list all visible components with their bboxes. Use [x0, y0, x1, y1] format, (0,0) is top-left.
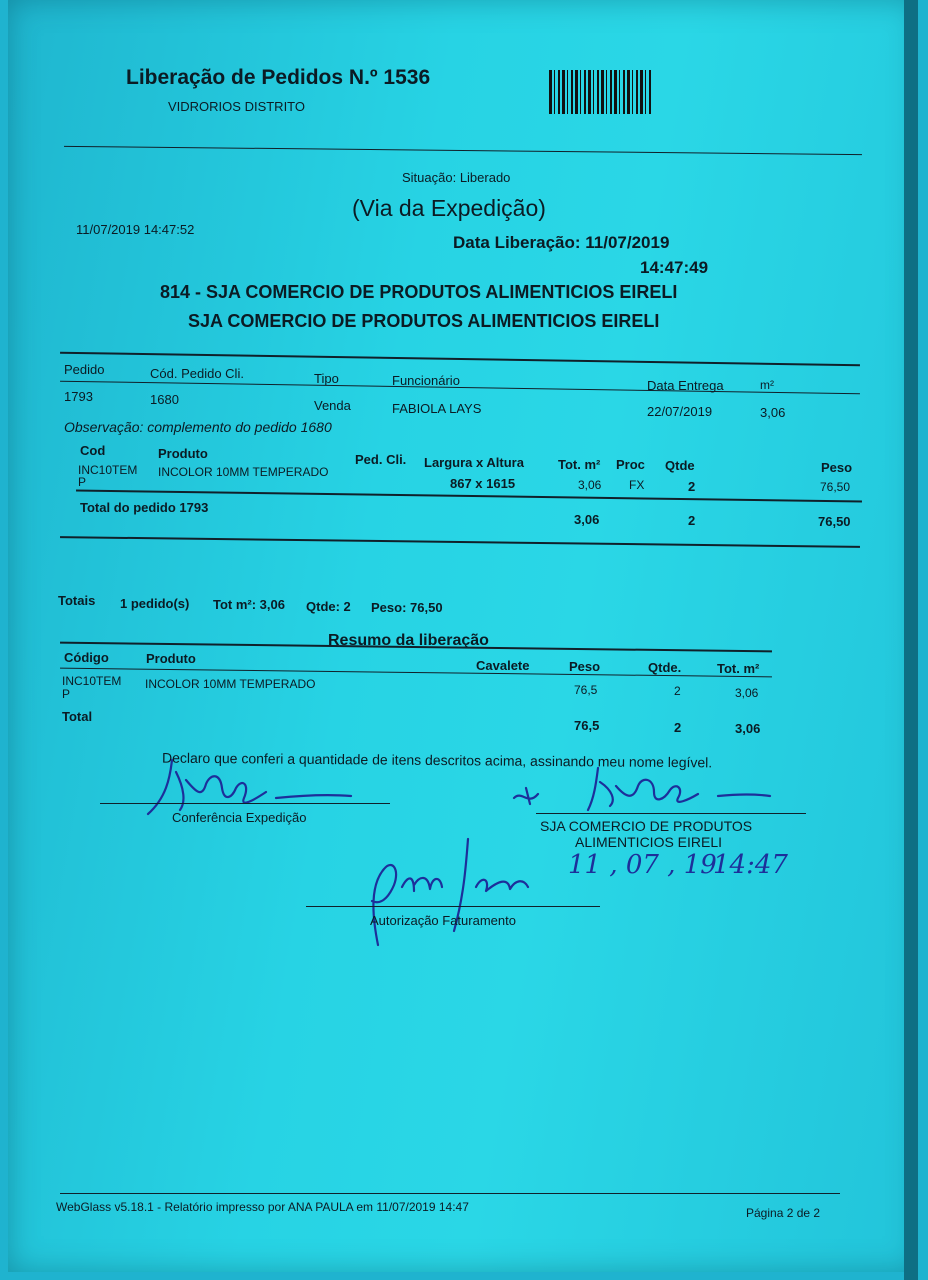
item-col-cod: Cod: [80, 443, 106, 458]
situacao: Situação: Liberado: [402, 170, 511, 185]
declaracao-text: Declaro que conferi a quantidade de itens descritos acima, assinando meu nome legível.: [161, 749, 713, 771]
resumo-col-tot-m2: Tot. m²: [717, 661, 760, 676]
item-col-qtde: Qtde: [665, 458, 695, 473]
resumo-total-tot-m2: 3,06: [735, 721, 761, 736]
conferencia-label: Conferência Expedição: [172, 810, 307, 825]
col-pedido: Pedido: [64, 362, 105, 377]
printed-datetime: 11/07/2019 14:47:52: [76, 222, 195, 237]
document-title: Liberação de Pedidos N.º 1536: [126, 66, 431, 89]
signature-line-cliente: [536, 813, 806, 814]
item-col-tot-m2: Tot. m²: [558, 457, 601, 472]
resumo-col-cavalete: Cavalete: [476, 658, 530, 673]
resumo-produto: INCOLOR 10MM TEMPERADO: [145, 677, 316, 691]
handwritten-time: 14:47: [713, 850, 788, 880]
divider: [64, 146, 862, 155]
item-largura-altura: 867 x 1615: [450, 476, 516, 491]
val-data-entrega: 22/07/2019: [647, 404, 713, 419]
resumo-col-peso: Peso: [569, 659, 601, 674]
footer-printed-by: WebGlass v5.18.1 - Relatório impresso por ANA PAULA em 11/07/2019 14:47: [56, 1200, 469, 1214]
barcode-icon: [549, 70, 651, 114]
order-bottom-rule: [60, 536, 860, 548]
resumo-title: Resumo da liberação: [328, 632, 489, 649]
totais-label: Totais: [58, 593, 96, 608]
total-pedido-qtde: 2: [688, 513, 696, 528]
page-edge: [904, 0, 918, 1280]
cliente-line-2: SJA COMERCIO DE PRODUTOS ALIMENTICIOS EIRELI: [188, 311, 660, 331]
cliente-line-1: 814 - SJA COMERCIO DE PRODUTOS ALIMENTICIOS EIRELI: [160, 282, 678, 302]
totais-qtde: Qtde: 2: [306, 599, 351, 614]
item-tot-m2: 3,06: [578, 478, 602, 492]
document-page: [8, 0, 918, 1272]
resumo-peso: 76,5: [574, 683, 598, 697]
observacao: Observação: complemento do pedido 1680: [64, 419, 332, 435]
hora-liberacao: 14:47:49: [640, 258, 709, 277]
data-liberacao: Data Liberação: 11/07/2019: [453, 233, 670, 252]
resumo-col-qtde: Qtde.: [648, 660, 682, 675]
signature-autorizacao: [358, 835, 548, 955]
via-label: (Via da Expedição): [352, 195, 546, 221]
signature-line-conferencia: [100, 803, 390, 804]
autorizacao-label: Autorização Faturamento: [370, 913, 516, 928]
item-proc: FX: [629, 478, 645, 492]
resumo-tot-m2: 3,06: [735, 686, 759, 700]
item-cod-2: P: [78, 475, 87, 489]
total-pedido-label: Total do pedido 1793: [80, 500, 209, 515]
item-produto: INCOLOR 10MM TEMPERADO: [158, 465, 329, 479]
item-col-ped-cli: Ped. Cli.: [355, 452, 407, 467]
footer-rule: [60, 1193, 840, 1194]
signature-cliente: [508, 760, 778, 820]
val-m2: 3,06: [760, 405, 786, 420]
resumo-total-qtde: 2: [674, 720, 682, 735]
resumo-total-peso: 76,5: [574, 718, 600, 733]
col-tipo: Tipo: [314, 371, 339, 386]
item-col-proc: Proc: [616, 457, 645, 472]
footer-page: Página 2 de 2: [746, 1206, 821, 1220]
totais-peso: Peso: 76,50: [371, 600, 443, 615]
cliente-sig-line-2: ALIMENTICIOS EIRELI: [575, 834, 723, 850]
item-peso: 76,50: [820, 480, 851, 494]
item-cod-1: INC10TEM: [78, 463, 138, 477]
val-tipo: Venda: [314, 398, 351, 413]
resumo-col-codigo: Código: [64, 650, 109, 665]
item-col-peso: Peso: [821, 460, 853, 475]
resumo-codigo-2: P: [62, 687, 71, 701]
resumo-qtde: 2: [674, 684, 681, 698]
resumo-codigo-1: INC10TEM: [62, 674, 122, 688]
item-col-largura-altura: Largura x Altura: [424, 455, 524, 470]
total-pedido-m2: 3,06: [574, 512, 600, 527]
val-pedido: 1793: [64, 389, 93, 404]
val-funcionario: FABIOLA LAYS: [392, 401, 482, 416]
col-m2: m²: [760, 378, 774, 392]
resumo-col-produto: Produto: [146, 651, 196, 666]
col-cod-pedido: Cód. Pedido Cli.: [150, 366, 244, 381]
item-qtde: 2: [688, 479, 696, 494]
totais-pedidos: 1 pedido(s): [120, 596, 190, 611]
totais-m2: Tot m²: 3,06: [213, 597, 285, 612]
total-pedido-peso: 76,50: [818, 514, 851, 529]
table-header-rule: [60, 381, 860, 395]
signature-line-autorizacao: [306, 906, 600, 907]
table-top-rule: [60, 352, 860, 367]
col-data-entrega: Data Entrega: [647, 378, 724, 393]
item-col-produto: Produto: [158, 446, 208, 461]
company-name: VIDRORIOS DISTRITO: [168, 99, 305, 114]
cliente-sig-line-1: SJA COMERCIO DE PRODUTOS: [540, 818, 753, 834]
resumo-total-label: Total: [62, 709, 93, 724]
handwritten-date: 11 , 07 , 19: [568, 850, 717, 880]
col-funcionario: Funcionário: [392, 373, 460, 388]
val-cod-pedido: 1680: [150, 392, 179, 407]
